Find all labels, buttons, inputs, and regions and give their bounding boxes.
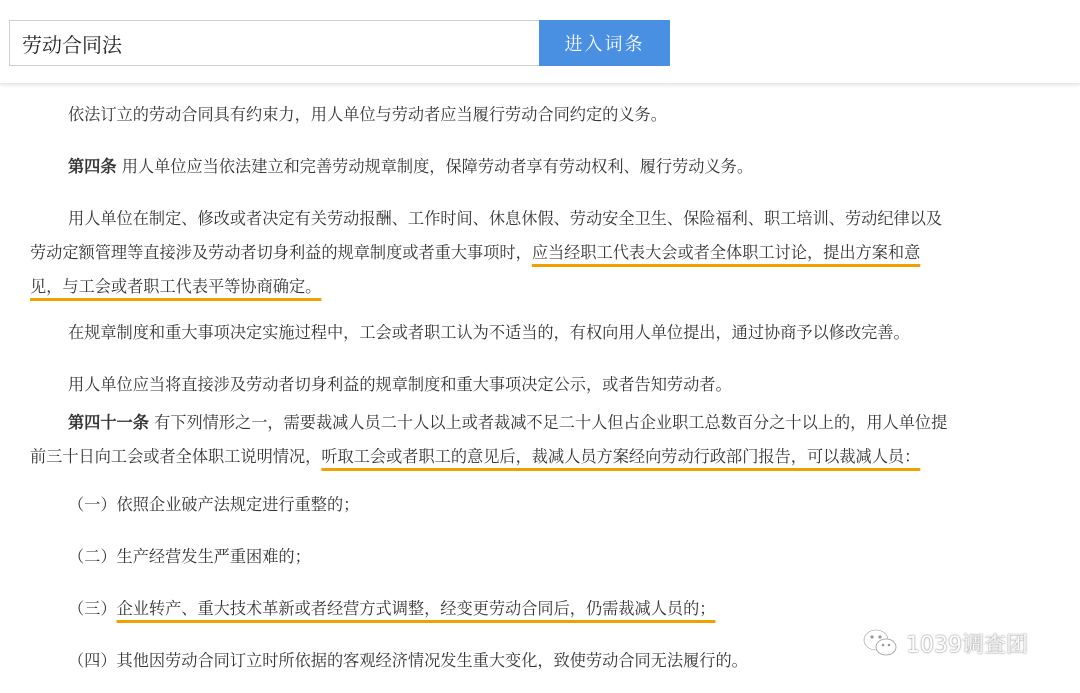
highlighted-text: 企业转产、重大技术革新或者经营方式调整，经变更劳动合同后，仍需裁减人员的； [116, 599, 716, 618]
search-bar [0, 0, 1080, 84]
list-item [30, 540, 1075, 574]
enter-entry-button[interactable]: 进入词条 [539, 20, 670, 66]
paragraph-text: 在规章制度和重大事项决定实施过程中，工会或者职工认为不适当的，有权向用人单位提出，通过协商予以修改完善。 [68, 323, 910, 342]
paragraph [30, 316, 1075, 350]
paragraph-text: 用人单位应当依法建立和完善劳动规章制度，保障劳动者享有劳动权利、履行劳动义务。 [116, 157, 754, 176]
article-content [0, 84, 1080, 693]
watermark [862, 626, 1028, 660]
paragraph-text: 用人单位在制定、修改或者决定有关劳动报酬、工作时间、休息休假、劳动安全卫生、保险福利、职工培训、劳动纪律以及 [68, 209, 943, 228]
article-title: 第四条 [68, 157, 117, 176]
highlighted-text: 听取工会或者职工的意见后，裁减人员方案经向劳动行政部门报告，可以裁减人员： [321, 447, 921, 466]
article-41 [30, 406, 1075, 474]
list-item [30, 592, 1075, 626]
paragraph [30, 202, 1075, 304]
wechat-icon [862, 628, 898, 658]
watermark-text: 1039调查团 [906, 632, 1028, 658]
list-item-text: （二）生产经营发生严重困难的； [68, 547, 311, 566]
list-item-text: （四）其他因劳动合同订立时所依据的客观经济情况发生重大变化，致使劳动合同无法履行的。 [68, 651, 748, 670]
search-input[interactable] [9, 20, 539, 66]
article-4 [30, 150, 1075, 184]
list-item-text: （一）依照企业破产法规定进行重整的； [68, 495, 360, 514]
paragraph-text: 前三十日向工会或者全体职工说明情况， [30, 447, 322, 466]
highlighted-text: 见，与工会或者职工代表平等协商确定。 [30, 277, 322, 296]
list-item-prefix: （三） [68, 599, 117, 618]
list-item [30, 488, 1075, 522]
paragraph-text: 劳动定额管理等直接涉及劳动者切身利益的规章制度或者重大事项时， [30, 243, 532, 262]
article-title: 第四十一条 [68, 413, 149, 432]
highlighted-text: 应当经职工代表大会或者全体职工讨论，提出方案和意 [531, 243, 921, 262]
paragraph [30, 368, 1075, 402]
paragraph-text: 用人单位应当将直接涉及劳动者切身利益的规章制度和重大事项决定公示，或者告知劳动者。 [68, 375, 732, 394]
paragraph [30, 98, 1075, 132]
paragraph-text: 有下列情形之一，需要裁减人员二十人以上或者裁减不足二十人但占企业职工总数百分之十以上的，用人单位提 [148, 413, 948, 432]
paragraph-text: 依法订立的劳动合同具有约束力，用人单位与劳动者应当履行劳动合同约定的义务。 [68, 105, 667, 124]
